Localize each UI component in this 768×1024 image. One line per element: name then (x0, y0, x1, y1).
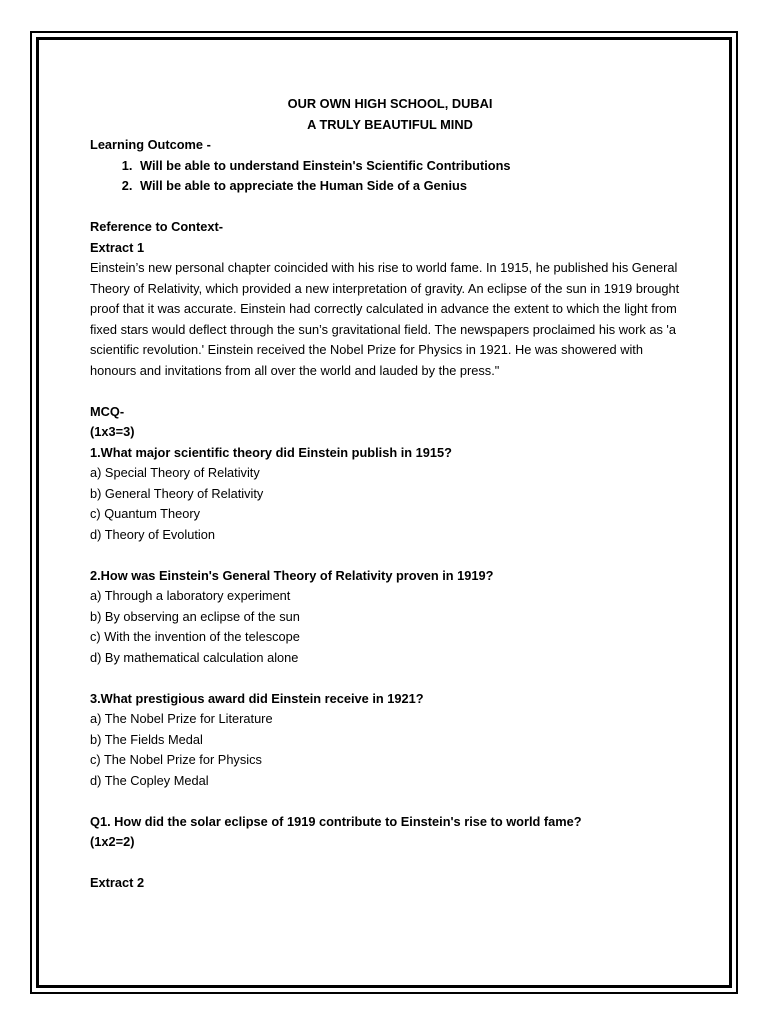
learning-outcome-list (90, 156, 690, 197)
question-text: 2.How was Einstein's General Theory of Relativity proven in 1919? (90, 567, 494, 583)
option: d) By mathematical calculation alone (90, 649, 299, 665)
learning-outcome-heading: Learning Outcome - (90, 137, 211, 152)
mcq-question-1 (90, 443, 690, 546)
option: c) Quantum Theory (90, 506, 201, 521)
school-name: OUR OWN HIGH SCHOOL, DUBAI (287, 96, 493, 111)
outcome-item: 2. Will be able to appreciate the Human Side of a Genius (136, 176, 690, 197)
option: a) Special Theory of Relativity (90, 465, 260, 480)
option: b) General Theory of Relativity (90, 485, 264, 501)
extract-1-text: Einstein’s new personal chapter coincided with his rise to world fame. In 1915, he published his General Theory of Relativity, which provided a new interpretation of gravity. An eclipse of the sun in 1919 brought proof that it was accurate. Einstein had correctly calculated in advance the extent to which the light from fixed stars would deflect through the sun’s gravitational field. The newspapers proclaimed his work as 'a scientific revolution.' Einstein received the Nobel Prize for Physics in 1921. He was showered with honours and invitations from all over the world and lauded by the press." (90, 260, 680, 378)
question-text: 1.What major scientific theory did Einstein publish in 1915? (90, 444, 452, 460)
mcq-marks: (1x3=3) (90, 424, 135, 439)
short-answer-marks: (1x2=2) (90, 834, 135, 849)
option: a) The Nobel Prize for Literature (90, 711, 273, 726)
outcome-item: 1. Will be able to understand Einstein's Scientific Contributions (136, 156, 690, 177)
option: d) The Copley Medal (90, 772, 209, 788)
mcq-question-3 (90, 689, 690, 792)
option: b) The Fields Medal (90, 731, 203, 747)
mcq-question-2 (90, 566, 690, 669)
option: c) The Nobel Prize for Physics (90, 752, 262, 767)
option: b) By observing an eclipse of the sun (90, 608, 300, 624)
chapter-title: A TRULY BEAUTIFUL MIND (307, 116, 473, 132)
extract-1-label: Extract 1 (90, 239, 145, 255)
option: d) Theory of Evolution (90, 526, 215, 542)
mcq-heading: MCQ- (90, 403, 125, 419)
option: c) With the invention of the telescope (90, 629, 300, 644)
option: a) Through a laboratory experiment (90, 588, 291, 603)
worksheet-content (90, 94, 690, 894)
reference-heading: Reference to Context- (90, 219, 223, 234)
short-answer-question: Q1. How did the solar eclipse of 1919 contribute to Einstein's rise to world fame? (90, 813, 582, 829)
extract-2-label: Extract 2 (90, 875, 145, 890)
question-text: 3.What prestigious award did Einstein receive in 1921? (90, 690, 424, 706)
